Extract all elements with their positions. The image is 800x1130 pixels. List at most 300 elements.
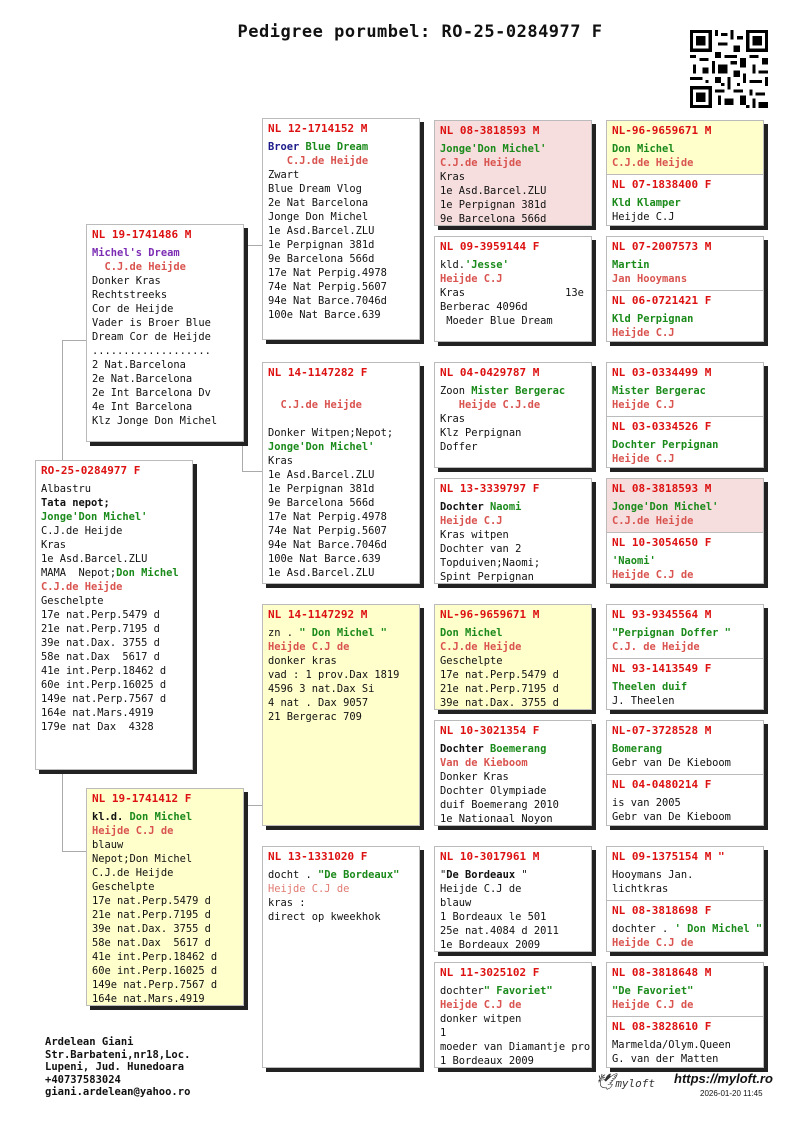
info-text: C.J.de Heijde — [612, 515, 694, 527]
ring-number: NL 03-0334526 F — [612, 420, 712, 433]
info-text: Dream Cor de Heijde — [92, 331, 211, 343]
info-text: Heijde C.J de — [92, 825, 174, 837]
sire-entry[interactable] — [607, 479, 763, 532]
info-line — [440, 1054, 586, 1068]
info-text: Heijde C.J de — [612, 569, 694, 581]
info-line — [92, 288, 238, 302]
info-line — [268, 168, 414, 182]
info-line — [612, 452, 758, 466]
info-text: Geschelpte — [41, 595, 104, 607]
card-body — [607, 140, 763, 172]
info-text: Topduiven;Naomi; — [440, 557, 541, 569]
info-text: Heijde C.J de — [440, 883, 522, 895]
info-line — [440, 998, 586, 1012]
ancestor-pair-card — [606, 604, 764, 710]
info-text: 94e Nat Barce.7046d — [268, 295, 387, 307]
info-line — [41, 566, 187, 580]
info-text: Dochter — [440, 501, 491, 513]
card-body — [607, 552, 763, 584]
info-line — [268, 682, 414, 696]
info-text: Kras — [268, 455, 294, 467]
info-text: C.J.de Heijde — [268, 399, 362, 411]
dam-entry[interactable] — [607, 416, 763, 468]
ring-number: NL 08-3828610 F — [612, 1020, 712, 1033]
print-date: 2026-01-20 11:45 — [700, 1089, 763, 1098]
card-body — [607, 678, 763, 710]
info-line — [92, 950, 238, 964]
info-line — [92, 246, 238, 260]
info-line — [92, 880, 238, 894]
info-line — [92, 964, 238, 978]
info-text: C.J.de Heijde — [268, 155, 369, 167]
info-line — [440, 682, 586, 696]
info-line — [268, 668, 414, 682]
info-text: Heijde C.J de — [268, 883, 350, 895]
info-line — [268, 280, 414, 294]
dam-entry[interactable] — [607, 1016, 763, 1068]
info-text: 2e Int Barcelona Dv — [92, 387, 211, 399]
info-line — [268, 482, 414, 496]
info-text: 'Naomi' — [612, 555, 656, 567]
owner-address: Lupeni, Jud. Hunedoara — [45, 1061, 185, 1073]
info-line — [268, 440, 414, 454]
info-line — [268, 266, 414, 280]
info-text: 2e Nat.Barcelona — [92, 373, 193, 385]
info-text: 'Jesse' — [465, 259, 509, 271]
info-text: Jan Hooymans — [612, 273, 688, 285]
info-text: Don Michel — [612, 143, 675, 155]
info-text: lichtkras — [612, 883, 669, 895]
info-text: Jonge'Don Michel' — [440, 143, 547, 155]
info-line — [612, 694, 758, 708]
info-line — [612, 998, 758, 1012]
info-text: Naomi — [490, 501, 522, 513]
info-text: 1e Asd.Barcel.ZLU — [268, 469, 375, 481]
info-text: Jonge'Don Michel' — [268, 441, 375, 453]
ring-number: NL 14-1147292 M — [268, 608, 368, 621]
info-line — [612, 810, 758, 824]
card-body — [87, 808, 243, 1006]
ancestor-pair-card — [606, 720, 764, 826]
info-text: moeder van Diamantje pro — [440, 1041, 591, 1053]
info-line — [268, 552, 414, 566]
info-line — [612, 156, 758, 170]
sire-card[interactable] — [86, 224, 244, 442]
info-line — [268, 308, 414, 322]
info-line — [268, 882, 414, 896]
info-text: Bomerang — [612, 743, 663, 755]
ring-number: NL 06-0721421 F — [612, 294, 712, 307]
info-line — [612, 312, 758, 326]
info-line — [268, 896, 414, 910]
info-text: Van de Kieboom — [440, 757, 528, 769]
ring-number: NL 93-9345564 M — [612, 608, 712, 621]
ancestor-pair-card — [606, 120, 764, 226]
info-text: 1 — [440, 1027, 447, 1039]
dam-entry[interactable] — [607, 290, 763, 342]
info-line — [612, 626, 758, 640]
ring-number: NL-96-9659671 M — [612, 124, 712, 137]
info-line — [612, 326, 758, 340]
sire-entry[interactable] — [607, 847, 763, 900]
info-text: 2 Nat.Barcelona — [92, 359, 186, 371]
info-text: 21 Bergerac 709 — [268, 711, 362, 723]
owner-address: Str.Barbateni,nr18,Loc. — [45, 1048, 191, 1061]
info-line — [440, 258, 586, 272]
info-line — [268, 294, 414, 308]
info-line — [440, 198, 586, 212]
info-text: C.J.de Heijde — [612, 157, 694, 169]
info-text: blauw — [440, 897, 472, 909]
info-line — [440, 742, 586, 756]
card-body — [263, 382, 419, 582]
info-text: 21e nat.Perp.7195 d — [92, 909, 211, 921]
info-text: G. van der Matten — [612, 1053, 719, 1065]
info-text: 100e Nat Barce.639 — [268, 553, 381, 565]
info-line — [612, 568, 758, 582]
info-text: zn . — [268, 627, 300, 639]
info-line — [92, 810, 238, 824]
info-text: Albastru — [41, 483, 92, 495]
info-text: Heijde C.J — [612, 399, 675, 411]
owner-block — [45, 1036, 190, 1099]
info-text: 39e nat.Dax. 3755 d — [41, 637, 160, 649]
ancestor-pair-card — [606, 236, 764, 342]
info-text: Blue Dream Vlog — [268, 183, 362, 195]
grandparent-card[interactable] — [262, 362, 420, 584]
info-line — [41, 706, 187, 720]
info-line — [612, 984, 758, 998]
card-body — [263, 866, 419, 926]
info-line — [612, 742, 758, 756]
great-grandparent-card[interactable] — [434, 846, 592, 952]
info-text: " Don Michel " — [299, 627, 387, 639]
subject-card[interactable] — [35, 460, 193, 770]
info-line — [92, 344, 238, 358]
info-line — [440, 924, 586, 938]
great-grandparent-card[interactable] — [434, 120, 592, 226]
info-line — [268, 252, 414, 266]
info-text: " Favoriet" — [483, 985, 553, 997]
info-text: 60e int.Perp.16025 d — [41, 679, 167, 691]
info-line — [612, 210, 758, 224]
dam-entry[interactable] — [607, 174, 763, 226]
ring-number: NL 08-3818698 F — [612, 904, 712, 917]
info-text: 4e Int Barcelona — [92, 401, 193, 413]
info-text: "De Bordeaux" — [318, 869, 400, 881]
info-text: Jonge'Don Michel' — [41, 511, 148, 523]
ring-number: NL-07-3728528 M — [612, 724, 712, 737]
info-text: 1e Perpignan 381d — [268, 239, 375, 251]
ring-number: NL 11-3025102 F — [440, 966, 540, 979]
info-text: 9e Barcelona 566d — [268, 497, 375, 509]
ancestor-pair-card — [606, 846, 764, 952]
info-text: Heijde C.J de — [440, 999, 522, 1011]
info-text: Donker Kras — [440, 771, 509, 783]
info-text: Heijde C.J — [612, 453, 675, 465]
info-text: C.J.de Heijde — [440, 641, 522, 653]
great-grandparent-card[interactable] — [434, 720, 592, 826]
info-line — [440, 426, 586, 440]
info-line — [41, 650, 187, 664]
ancestor-pair-card — [606, 362, 764, 468]
info-text: Klz Jonge Don Michel — [92, 415, 218, 427]
info-text: donker kras — [268, 655, 337, 667]
info-line — [41, 538, 187, 552]
connector-line — [242, 805, 263, 807]
info-line — [440, 770, 586, 784]
info-text: 149e nat.Perp.7567 d — [92, 979, 218, 991]
info-text: 41e int.Perp.18462 d — [41, 665, 167, 677]
info-text: 1e Asd.Barcel.ZLU — [268, 225, 375, 237]
info-text: Kras witpen — [440, 529, 509, 541]
grandparent-card[interactable] — [262, 846, 420, 1068]
info-line — [612, 398, 758, 412]
info-text: 60e int.Perp.16025 d — [92, 965, 218, 977]
website-link[interactable]: https://myloft.ro — [674, 1071, 773, 1086]
info-line — [440, 868, 586, 882]
info-line — [92, 260, 238, 274]
info-text: kld. — [440, 259, 466, 271]
info-text: docht . — [268, 869, 319, 881]
info-text: Don Michel — [116, 567, 179, 579]
info-text: ................... — [92, 345, 211, 357]
info-line — [92, 330, 238, 344]
info-line — [92, 400, 238, 414]
great-grandparent-card[interactable] — [434, 236, 592, 342]
info-text: 1e Asd.Barcel.ZLU — [440, 185, 547, 197]
ancestor-pair-card — [606, 478, 764, 584]
info-text: J. Theelen — [612, 695, 675, 707]
info-line — [92, 852, 238, 866]
info-line — [268, 640, 414, 654]
info-text: C.J.de Heijde — [92, 261, 186, 273]
info-line — [268, 510, 414, 524]
info-text: Marmelda/Olym.Queen — [612, 1039, 731, 1051]
info-text: duif Boemerang 2010 — [440, 799, 559, 811]
card-body — [607, 436, 763, 468]
sire-entry[interactable] — [607, 363, 763, 416]
ring-number: NL 03-0334499 M — [612, 366, 712, 379]
card-body — [607, 794, 763, 826]
info-text: 39e nat.Dax. 3755 d — [440, 697, 559, 709]
info-text: Rechtstreeks — [92, 289, 168, 301]
info-text: 1e Asd.Barcel.ZLU — [41, 553, 148, 565]
info-line — [268, 196, 414, 210]
info-line — [268, 566, 414, 580]
info-text: 74e Nat Perpig.5607 — [268, 525, 387, 537]
info-line — [440, 286, 586, 300]
info-line — [268, 910, 414, 924]
sire-entry[interactable] — [607, 121, 763, 174]
info-text: 1e Nationaal Noyon — [440, 813, 553, 825]
info-text: 58e nat.Dax 5617 d — [41, 651, 160, 663]
info-line — [612, 142, 758, 156]
info-text: 1 Bordeaux 2009 — [440, 1055, 534, 1067]
info-line — [612, 756, 758, 770]
info-line — [440, 984, 586, 998]
info-line — [268, 398, 414, 412]
info-line — [268, 238, 414, 252]
grandparent-card[interactable] — [262, 604, 420, 826]
info-text: 41e int.Perp.18462 d — [92, 951, 218, 963]
info-text: C.J.de Heijde — [92, 867, 174, 879]
ring-number: NL 19-1741486 M — [92, 228, 192, 241]
info-text: 1e Perpignan 381d — [268, 483, 375, 495]
qr-code-icon — [690, 30, 768, 108]
info-text: Mister Bergerac — [471, 385, 566, 397]
great-grandparent-card[interactable] — [434, 478, 592, 584]
info-text: Jonge'Don Michel' — [612, 501, 719, 513]
info-text: Heijde C.J — [440, 515, 503, 527]
info-text: Mister Bergerac — [612, 385, 706, 397]
card-body — [607, 1036, 763, 1068]
owner-phone: +40737583024 — [45, 1073, 121, 1086]
ring-number: NL 08-3818593 M — [440, 124, 540, 137]
info-line — [440, 384, 586, 398]
info-text: Gebr van De Kieboom — [612, 757, 731, 769]
info-text: Geschelpte — [440, 655, 503, 667]
info-text: vad : 1 prov.Dax 1819 — [268, 669, 400, 681]
info-text: " — [515, 869, 528, 881]
dam-card[interactable] — [86, 788, 244, 1006]
ring-number: NL 09-3959144 F — [440, 240, 540, 253]
info-line — [41, 580, 187, 594]
info-text: Dochter Olympiade — [440, 785, 547, 797]
info-line — [268, 524, 414, 538]
info-line — [440, 798, 586, 812]
info-line — [440, 142, 586, 156]
info-line — [92, 414, 238, 428]
info-line — [440, 882, 586, 896]
info-text: 4596 3 nat.Dax Si — [268, 683, 375, 695]
dam-entry[interactable] — [607, 658, 763, 710]
info-line — [92, 372, 238, 386]
info-line — [92, 358, 238, 372]
owner-name: Ardelean Giani — [45, 1036, 134, 1048]
info-text: 179e nat Dax 4328 — [41, 721, 154, 733]
dam-entry[interactable] — [607, 774, 763, 826]
great-grandparent-card[interactable] — [434, 962, 592, 1068]
info-text: 9e Barcelona 566d — [268, 253, 375, 265]
info-text: Dochter van 2 — [440, 543, 522, 555]
dam-entry[interactable] — [607, 900, 763, 952]
great-grandparent-card[interactable] — [434, 604, 592, 710]
ancestor-pair-card — [606, 962, 764, 1068]
info-line — [268, 412, 414, 426]
info-line — [92, 274, 238, 288]
info-line — [41, 594, 187, 608]
info-line — [92, 838, 238, 852]
logo-text: myloft — [615, 1077, 656, 1090]
sire-entry[interactable] — [607, 237, 763, 290]
connector-line — [62, 340, 87, 462]
info-line — [92, 386, 238, 400]
info-line — [440, 170, 586, 184]
ring-number: NL 13-1331020 F — [268, 850, 368, 863]
info-line — [440, 756, 586, 770]
info-text: 17e nat.Perp.5479 d — [92, 895, 211, 907]
info-text: Heijde C.J de — [612, 937, 694, 949]
grandparent-card[interactable] — [262, 118, 420, 340]
info-line — [440, 784, 586, 798]
card-body — [607, 256, 763, 288]
card-body — [607, 498, 763, 530]
info-text: Zoon — [440, 385, 472, 397]
info-line — [41, 510, 187, 524]
card-body — [607, 982, 763, 1014]
info-line — [440, 640, 586, 654]
connector-line — [242, 245, 263, 472]
info-text: 21e nat.Perp.7195 d — [440, 683, 559, 695]
info-text: 1 Bordeaux le 501 — [440, 911, 547, 923]
ring-number: NL 19-1741412 F — [92, 792, 192, 805]
info-line — [440, 440, 586, 454]
card-body — [263, 624, 419, 726]
info-line — [92, 302, 238, 316]
info-line — [612, 1052, 758, 1066]
ring-number: NL 93-1413549 F — [612, 662, 712, 675]
info-text: kras : — [268, 897, 306, 909]
info-line — [268, 538, 414, 552]
info-line — [268, 140, 414, 154]
info-line — [440, 896, 586, 910]
info-text: 17e nat.Perp.5479 d — [41, 609, 160, 621]
card-body — [36, 480, 192, 736]
info-text: 4 nat . Dax 9057 — [268, 697, 369, 709]
info-text: dochter — [440, 985, 484, 997]
info-line — [41, 636, 187, 650]
info-line — [92, 316, 238, 330]
ring-number: NL 07-2007573 M — [612, 240, 712, 253]
info-text: ' Don Michel " — [674, 923, 763, 935]
dam-entry[interactable] — [607, 532, 763, 584]
info-line — [92, 866, 238, 880]
ring-number: NL 14-1147282 F — [268, 366, 368, 379]
info-text: MAMA Nepot; — [41, 567, 117, 579]
info-text: Dochter — [440, 743, 491, 755]
info-line — [41, 524, 187, 538]
info-text: 25e nat.4084 d 2011 — [440, 925, 559, 937]
ring-number: NL 07-1838400 F — [612, 178, 712, 191]
info-text: Klz Perpignan — [440, 427, 522, 439]
card-body — [435, 140, 591, 226]
ring-number: NL 10-3017961 M — [440, 850, 540, 863]
info-line — [92, 978, 238, 992]
sire-entry[interactable] — [607, 605, 763, 658]
card-body — [607, 866, 763, 898]
ring-number: NL 08-3818593 M — [612, 482, 712, 495]
info-line — [268, 224, 414, 238]
info-text: Donker Witpen;Nepot; — [268, 427, 394, 439]
page-title: Pedigree porumbel: RO-25-0284977 F — [237, 22, 603, 42]
info-line — [268, 626, 414, 640]
great-grandparent-card[interactable] — [434, 362, 592, 468]
info-line — [612, 1038, 758, 1052]
info-text: Moeder Blue Dream — [440, 315, 553, 327]
info-text: kl.d. — [92, 811, 130, 823]
info-line — [612, 640, 758, 654]
sire-entry[interactable] — [607, 963, 763, 1016]
info-line — [612, 936, 758, 950]
sire-entry[interactable] — [607, 721, 763, 774]
info-text: Doffer — [440, 441, 478, 453]
info-text: Jonge Don Michel — [268, 211, 369, 223]
info-text: is van 2005 — [612, 797, 681, 809]
info-text: 17e Nat Perpig.4978 — [268, 511, 387, 523]
info-line — [440, 398, 586, 412]
info-text: Broer — [268, 141, 306, 153]
